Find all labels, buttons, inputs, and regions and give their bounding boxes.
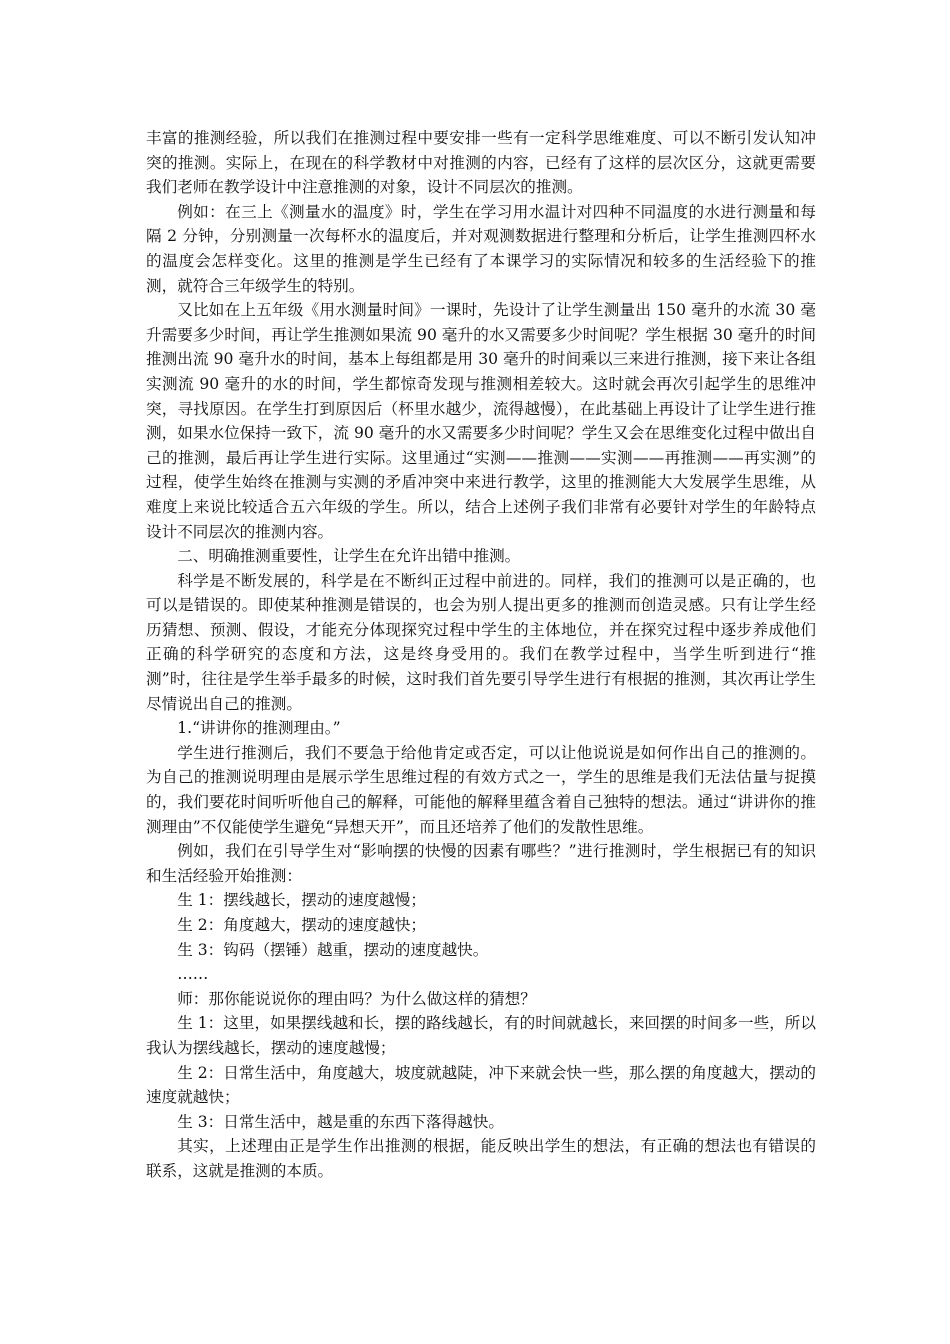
- paragraph-4: 科学是不断发展的，科学是在不断纠正过程中前进的。同样，我们的推测可以是正确的，也可以是错误的。即使某种推测是错误的，也会为别人提出更多的推测而创造灵感。只有让学生经历猜想、预测、假设，才能充分体现探究过程中学生的主体地位，并在探究过程中逐步养成他们正确的科学研究的态度和方法，这是终身受用的。我们在教学过程中，当学生听到进行“推测”时，往往是学生举手最多的时候，这时我们首先要引导学生进行有根据的推测，其次再让学生尽情说出自己的推测。: [146, 571, 816, 713]
- paragraph-6: 例如，我们在引导学生对“影响摆的快慢的因素有哪些？”进行推测时，学生根据已有的知识和生活经验开始推测：: [146, 842, 816, 885]
- conclusion-paragraph: 其实，上述理由正是学生作出推测的根据，能反映出学生的想法，有正确的想法也有错误的联系，这就是推测的本质。: [146, 1137, 816, 1180]
- subheading-1: 1.“讲讲你的推测理由。”: [177, 719, 341, 738]
- ellipsis: ……: [177, 965, 209, 984]
- student-2-guess: 生 2：角度越大，摆动的速度越快；: [177, 916, 426, 934]
- student-1-reason: 生 1：这里，如果摆线越和长，摆的路线越长，有的时间就越长，来回摆的时间多一些，所以我认为摆线越长，摆动的速度越慢；: [146, 1014, 816, 1057]
- student-1-guess: 生 1：摆线越长，摆动的速度越慢；: [177, 891, 426, 910]
- student-3-guess: 生 3：钩码（摆锤）越重，摆动的速度越快。: [177, 940, 489, 959]
- paragraph-3: 又比如在上五年级《用水测量时间》一课时，先设计了让学生测量出 150 毫升的水流 30 毫升需要多少时间，再让学生推测如果流 90 毫升的水又需要多少时间呢？学生根据 30 毫升的时间推测出流 90 毫升水的时间，基本上每组都是用 30 毫升的时间乘以三来进行推测，接下来让各组实测流 90 毫升的水的时间，学生都惊奇发现与推测相差较大。这时就会再次引起学生的思维冲突，寻找原因。在学生打到原因后（杯里水越少，流得越慢），在此基础上再设计了让学生进行推测，如果水位保持一致下，流 90 毫升的水又需要多少时间呢？学生又会在思维变化过程中做出自己的推测，最后再让学生进行实际。这里通过“实测——推测——实测——再推测——再实测”的过程，使学生始终在推测与实测的矛盾冲突中来进行教学，这里的推测能大大发展学生思维，从难度上来说比较适合五六年级的学生。所以，结合上述例子我们非常有必要针对学生的年龄特点设计不同层次的推测内容。: [146, 301, 816, 541]
- student-3-reason: 生 3：日常生活中，越是重的东西下落得越快。: [177, 1112, 504, 1131]
- section-heading-2: 二、明确推测重要性，让学生在允许出错中推测。: [177, 547, 521, 566]
- student-2-reason: 生 2：日常生活中，角度越大，坡度就越陡，冲下来就会快一些，那么摆的角度越大，摆动的速度就越快；: [146, 1063, 816, 1107]
- paragraph-1: 丰富的推测经验，所以我们在推测过程中要安排一些有一定科学思维难度、可以不断引发认知冲突的推测。实际上，在现在的科学教材中对推测的内容，已经有了这样的层次区分，这就更需要我们老师在教学设计中注意推测的对象，设计不同层次的推测。: [146, 129, 816, 197]
- body-text: [146, 126, 816, 1184]
- teacher-question: 师：那你能说说你的理由吗？为什么做这样的猜想？: [177, 989, 536, 1008]
- paragraph-5: 学生进行推测后，我们不要急于给他肯定或否定，可以让他说说是如何作出自己的推测的。为自己的推测说明理由是展示学生思维过程的有效方式之一，学生的思维是我们无法估量与捉摸的，我们要花时间听听他自己的解释，可能他的解释里蕴含着自己独特的想法。通过“讲讲你的推测理由”不仅能使学生避免“异想天开”，而且还培养了他们的发散性思维。: [146, 743, 816, 836]
- paragraph-2: 例如：在三上《测量水的温度》时，学生在学习用水温计对四种不同温度的水进行测量和每隔 2 分钟，分别测量一次每杯水的温度后，并对观测数据进行整理和分析后，让学生推测四杯水的温度会怎样变化。这里的推测是学生已经有了本课学习的实际情况和较多的生活经验下的推测，就符合三年级学生的特别。: [146, 202, 816, 295]
